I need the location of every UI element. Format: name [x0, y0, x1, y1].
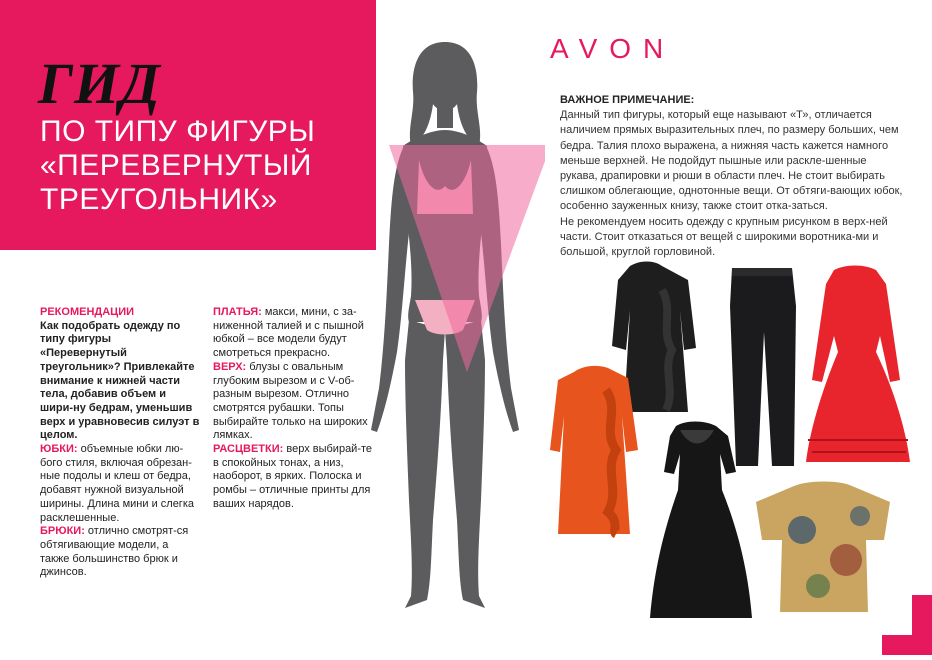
- avon-logo: AVON: [550, 33, 676, 64]
- subtitle-line-3: ТРЕУГОЛЬНИК»: [40, 183, 278, 216]
- important-note-paragraph-2: Не рекомендуем носить одежду с крупным рисунком в верх-ней части. Стоит отказаться от вещей с широкими воротника-ми и большой, круглой горловиной.: [560, 215, 888, 259]
- clothing-tips-column: [213, 306, 373, 512]
- recommendations-column: [40, 306, 200, 580]
- female-silhouette: [345, 0, 545, 650]
- pants-paragraph: [40, 525, 200, 580]
- corner-decoration: [882, 595, 932, 655]
- recommendations-intro: Как подобрать одежду по типу фигуры «Перевернутый треугольник»? Привлекайте внимание к нижней части тела, добавив объем и шири-ну бедрам, уменьшив верх и уравновесив силуэт в целом.: [40, 319, 200, 442]
- important-note-paragraph-1: Данный тип фигуры, который еще называют «Т», отличается наличием прямых выразительных плеч, по размеру больших, чем бедра. Талия плохо выражена, а нижняя часть кажется намного меньше верхней. Не подойдут пышные или раскле-шенные рукава, драпировки и рюши в области плеч. Не стоит выбирать слишком облегающие, однотонные вещи. От обтяги-вающих юбок, особенно зауженных книзу, также стоит отка-заться.: [560, 109, 903, 213]
- pants-label: БРЮКИ:: [40, 525, 85, 538]
- orange-ruffle-dress: [550, 366, 638, 534]
- subtitle-line-2: «ПЕРЕВЕРНУТЫЙ: [40, 149, 312, 182]
- pants-text: отлично смотрят-ся обтягивающие модели, а также большинство брюк и джинсов.: [40, 525, 189, 579]
- top-label: ВЕРХ:: [213, 360, 247, 373]
- dresses-label: ПЛАТЬЯ:: [213, 306, 262, 318]
- skirts-text: объемные юбки лю-бого стиля, включая обрезан-ные подолы и клеш от бедра, добавят нужной визуальной ширины. Длина мини и слегка расклешенные.: [40, 443, 194, 524]
- colors-label: РАСЦВЕТКИ:: [213, 443, 284, 456]
- top-paragraph: [213, 361, 373, 443]
- red-dress: [806, 266, 910, 463]
- header-banner: [0, 0, 376, 250]
- guide-title: ГИД: [38, 51, 161, 116]
- important-note: [560, 93, 905, 260]
- black-jeans: [730, 268, 796, 466]
- recommendations-heading: РЕКОМЕНДАЦИИ: [40, 306, 135, 318]
- clothing-collage: [550, 240, 910, 660]
- colors-paragraph: [213, 443, 373, 512]
- skirts-paragraph: [40, 443, 200, 525]
- dresses-text: макси, мини, с за-ниженной талией и с пышной юбкой – все модели будут смотреться прекрасно.: [213, 306, 364, 360]
- page-subtitle: [40, 115, 315, 217]
- skirts-label: ЮБКИ:: [40, 443, 78, 456]
- important-note-title: ВАЖНОЕ ПРИМЕЧАНИЕ:: [560, 94, 695, 106]
- colors-text: верх выбирай-те в спокойных тонах, а низ, наоборот, в ярких. Полоска и ромбы – отличные принты для ваших нарядов.: [213, 443, 373, 510]
- paisley-top: [756, 482, 890, 613]
- subtitle-line-1: ПО ТИПУ ФИГУРЫ: [40, 115, 316, 148]
- top-text: блузы с овальным глубоким вырезом и с V-об-разным вырезом. Отлично смотрятся рубашки. Топы выбирайте только на широких лямках.: [213, 360, 368, 442]
- dresses-paragraph: [213, 306, 373, 361]
